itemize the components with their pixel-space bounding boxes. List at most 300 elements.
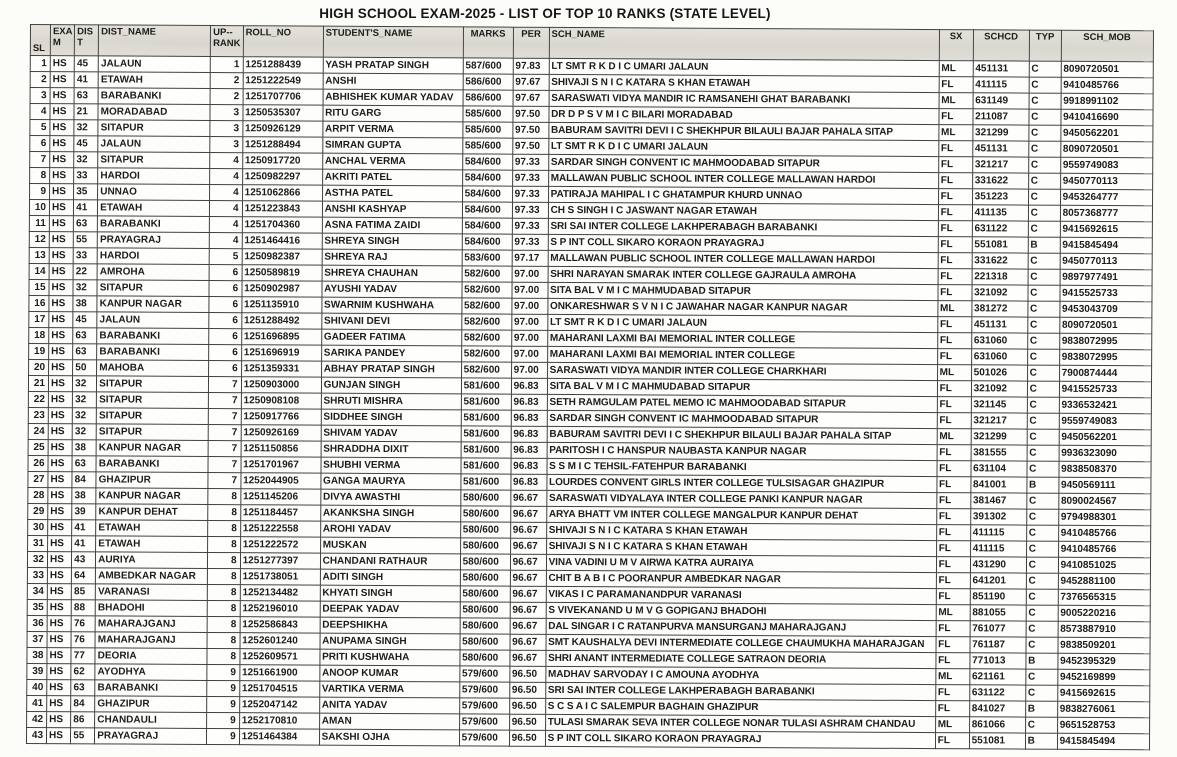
cell-sx: FL: [935, 685, 969, 701]
cell-marks: 581/600: [461, 458, 511, 474]
cell-student-name: SHUBHI VERMA: [321, 457, 461, 474]
cell-sch-mob: 8090720501: [1059, 317, 1151, 334]
cell-schcd: 381555: [971, 445, 1027, 461]
cell-up-rank: 7: [208, 457, 241, 473]
cell-up-rank: 4: [209, 233, 242, 249]
column-header-marks: MARKS: [463, 27, 513, 58]
cell-sx: ML: [937, 429, 971, 445]
cell-sch-name: ARYA BHATT VM INTER COLLEGE MANGALPUR KANPUR DEHAT: [546, 506, 936, 524]
cell-sl: 4: [30, 104, 50, 120]
cell-sch-name: MAHARANI LAXMI BAI MEMORIAL INTER COLLEGE: [547, 346, 937, 364]
cell-sx: FL: [936, 637, 970, 653]
cell-dist-code: 63: [71, 680, 95, 696]
cell-marks: 582/600: [461, 330, 511, 346]
cell-sl: 33: [27, 567, 47, 583]
cell-typ: C: [1026, 621, 1058, 637]
cell-sx: FL: [937, 349, 971, 365]
cell-student-name: ANITA YADAV: [319, 697, 459, 714]
cell-sl: 27: [28, 471, 48, 487]
cell-up-rank: 8: [207, 648, 240, 664]
cell-per: 97.33: [512, 170, 548, 186]
cell-student-name: CHANDANI RATHAUR: [320, 553, 460, 570]
cell-student-name: ANOOP KUMAR: [319, 665, 459, 682]
cell-exam: HS: [50, 120, 74, 136]
cell-dist-name: UNNAO: [98, 184, 210, 201]
cell-sl: 5: [30, 120, 50, 136]
cell-sch-mob: 9559749083: [1059, 413, 1151, 430]
cell-student-name: GADEER FATIMA: [321, 329, 461, 346]
cell-sch-mob: 9838276061: [1057, 701, 1149, 718]
cell-dist-name: HARDOI: [98, 168, 210, 185]
cell-marks: 585/600: [463, 106, 513, 122]
cell-roll-no: 1251288439: [243, 57, 323, 73]
cell-up-rank: 2: [210, 89, 243, 105]
cell-marks: 586/600: [463, 90, 513, 106]
cell-sch-name: SARASWATI VIDYA MANDIR IC RAMSANEHI GHAT BARABANKI: [549, 90, 939, 108]
cell-sch-mob: 9415692615: [1057, 685, 1149, 702]
cell-sl: 36: [27, 615, 47, 631]
cell-dist-name: PRAYAGRAJ: [97, 232, 209, 249]
cell-schcd: 331622: [972, 253, 1028, 269]
cell-sch-name: SRI SAI INTER COLLEGE LAKHPERABAGH BARABANKI: [545, 682, 935, 700]
cell-schcd: 841001: [971, 477, 1027, 493]
cell-up-rank: 6: [209, 361, 242, 377]
cell-dist-code: 62: [71, 664, 95, 680]
cell-typ: C: [1029, 77, 1061, 93]
cell-typ: C: [1028, 141, 1060, 157]
cell-per: 97.33: [512, 202, 548, 218]
cell-sch-mob: 8090024567: [1058, 493, 1150, 510]
cell-student-name: VARTIKA VERMA: [319, 681, 459, 698]
column-header-typ: TYP: [1029, 30, 1061, 61]
cell-up-rank: 4: [210, 217, 243, 233]
cell-dist-code: 32: [74, 120, 98, 136]
cell-student-name: ABHISHEK KUMAR YADAV: [323, 89, 463, 106]
cell-exam: HS: [47, 632, 71, 648]
cell-sl: 41: [27, 695, 47, 711]
cell-exam: HS: [49, 232, 73, 248]
cell-dist-name: SITAPUR: [98, 152, 210, 169]
cell-roll-no: 1251701967: [241, 457, 321, 473]
cell-per: 97.83: [513, 58, 549, 74]
cell-per: 97.33: [512, 218, 548, 234]
cell-sx: FL: [936, 541, 970, 557]
cell-sl: 28: [28, 487, 48, 503]
cell-sch-name: SHIVAJI S N I C KATARA S KHAN ETAWAH: [546, 538, 936, 556]
cell-sch-name: MADHAV SARVODAY I C AMOUNA AYODHYA: [545, 666, 935, 684]
cell-dist-name: HARDOI: [97, 248, 209, 265]
cell-student-name: PRITI KUSHWAHA: [320, 649, 460, 666]
cell-dist-name: SITAPUR: [97, 392, 209, 409]
cell-typ: C: [1027, 397, 1059, 413]
cell-dist-code: 32: [73, 392, 97, 408]
cell-per: 96.67: [510, 522, 546, 538]
cell-sx: FL: [938, 253, 972, 269]
cell-up-rank: 9: [207, 664, 240, 680]
cell-up-rank: 6: [209, 329, 242, 345]
cell-exam: HS: [46, 728, 70, 744]
cell-exam: HS: [49, 296, 73, 312]
cell-dist-code: 63: [74, 216, 98, 232]
cell-schcd: 411115: [970, 525, 1026, 541]
cell-sch-mob: 9450562201: [1060, 125, 1152, 142]
cell-per: 96.67: [510, 538, 546, 554]
cell-schcd: 551081: [972, 237, 1028, 253]
cell-roll-no: 1251135910: [242, 297, 322, 313]
cell-per: 97.50: [513, 106, 549, 122]
cell-student-name: SHIVAM YADAV: [321, 425, 461, 442]
cell-student-name: AKANKSHA SINGH: [320, 505, 460, 522]
cell-sx: FL: [938, 189, 972, 205]
cell-roll-no: 1251277397: [240, 553, 320, 569]
cell-dist-name: BARABANKI: [96, 456, 208, 473]
cell-sch-name: CHIT B A B I C POORANPUR AMBEDKAR NAGAR: [546, 570, 936, 588]
cell-marks: 580/600: [460, 554, 510, 570]
cell-sx: FL: [936, 573, 970, 589]
cell-sl: 37: [27, 631, 47, 647]
cell-student-name: SIDDHEE SINGH: [321, 409, 461, 426]
cell-sch-name: PARITOSH I C HANSPUR NAUBASTA KANPUR NAGAR: [547, 442, 937, 460]
cell-exam: HS: [47, 712, 71, 728]
cell-exam: HS: [49, 344, 73, 360]
cell-student-name: RITU GARG: [323, 105, 463, 122]
cell-roll-no: 1250902987: [242, 281, 322, 297]
cell-sch-mob: 9452881100: [1058, 573, 1150, 590]
cell-schcd: 631060: [971, 333, 1027, 349]
cell-sx: ML: [935, 669, 969, 685]
cell-exam: HS: [49, 200, 73, 216]
cell-sch-name: S P INT COLL SIKARO KORAON PRAYAGRAJ: [545, 730, 935, 748]
cell-sch-name: MAHARANI LAXMI BAI MEMORIAL INTER COLLEGE: [547, 330, 937, 348]
cell-sch-name: VIKAS I C PARAMANANDPUR VARANASI: [546, 586, 936, 604]
cell-exam: HS: [48, 456, 72, 472]
cell-sch-mob: 9452395329: [1058, 653, 1150, 670]
cell-up-rank: 3: [210, 121, 243, 137]
cell-sch-mob: 9336532421: [1059, 397, 1151, 414]
cell-typ: C: [1028, 221, 1060, 237]
cell-sch-name: BABURAM SAVITRI DEVI I C SHEKHPUR BILAULI BAJAR PAHALA SITAP: [547, 426, 937, 444]
cell-student-name: ASTHA PATEL: [322, 185, 462, 202]
cell-per: 96.50: [509, 682, 545, 698]
cell-per: 96.67: [510, 618, 546, 634]
cell-sch-mob: 9450770113: [1060, 253, 1152, 270]
cell-sl: 38: [27, 647, 47, 663]
cell-dist-name: CHANDAULI: [95, 712, 207, 729]
cell-sch-mob: 9450569111: [1059, 477, 1151, 494]
cell-marks: 580/600: [460, 618, 510, 634]
cell-schcd: 391302: [970, 509, 1026, 525]
cell-sch-mob: 9651528753: [1057, 717, 1149, 734]
cell-dist-code: 63: [72, 456, 96, 472]
cell-exam: HS: [50, 168, 74, 184]
cell-typ: C: [1026, 509, 1058, 525]
cell-student-name: ANSHI KASHYAP: [322, 201, 462, 218]
ranks-table: [26, 24, 1154, 750]
cell-up-rank: 4: [210, 201, 243, 217]
cell-dist-name: KANPUR NAGAR: [96, 440, 208, 457]
cell-marks: 586/600: [463, 74, 513, 90]
cell-exam: HS: [48, 408, 72, 424]
cell-schcd: 631122: [969, 685, 1025, 701]
cell-student-name: SHREYA RAJ: [322, 249, 462, 266]
cell-roll-no: 1250908108: [241, 393, 321, 409]
cell-roll-no: 1250982387: [242, 249, 322, 265]
cell-sx: FL: [939, 109, 973, 125]
cell-student-name: ABHAY PRATAP SINGH: [321, 361, 461, 378]
cell-typ: C: [1028, 253, 1060, 269]
cell-roll-no: 1251222558: [240, 521, 320, 537]
cell-schcd: 431290: [970, 557, 1026, 573]
cell-dist-code: 32: [74, 152, 98, 168]
cell-per: 97.33: [512, 154, 548, 170]
cell-per: 97.00: [512, 298, 548, 314]
cell-up-rank: 9: [207, 712, 240, 728]
cell-dist-code: 32: [73, 280, 97, 296]
cell-roll-no: 1252047142: [239, 697, 319, 713]
cell-dist-name: BARABANKI: [97, 344, 209, 361]
cell-per: 96.67: [510, 554, 546, 570]
cell-up-rank: 4: [210, 169, 243, 185]
cell-sl: 13: [29, 247, 49, 263]
cell-dist-code: 45: [73, 312, 97, 328]
cell-student-name: YASH PRATAP SINGH: [323, 57, 463, 74]
cell-roll-no: 1251707706: [243, 89, 323, 105]
cell-typ: C: [1028, 285, 1060, 301]
cell-up-rank: 7: [208, 425, 241, 441]
cell-marks: 580/600: [460, 634, 510, 650]
column-header-sl: SL: [30, 25, 50, 56]
cell-marks: 581/600: [461, 378, 511, 394]
cell-sx: FL: [935, 701, 969, 717]
cell-dist-code: 22: [73, 264, 97, 280]
cell-roll-no: 1251464416: [242, 233, 322, 249]
cell-dist-code: 55: [73, 232, 97, 248]
cell-sch-name: SARDAR SINGH CONVENT IC MAHMOODABAD SITAPUR: [548, 154, 938, 172]
cell-sch-name: SRI SAI INTER COLLEGE LAKHPERABAGH BARABANKI: [548, 218, 938, 236]
cell-marks: 580/600: [460, 586, 510, 602]
cell-marks: 580/600: [460, 538, 510, 554]
column-header-sx: SX: [939, 30, 973, 61]
cell-student-name: AKRITI PATEL: [322, 169, 462, 186]
cell-up-rank: 8: [208, 553, 241, 569]
cell-dist-code: 21: [74, 104, 98, 120]
cell-up-rank: 8: [207, 632, 240, 648]
cell-schcd: 761077: [970, 621, 1026, 637]
cell-schcd: 321217: [972, 157, 1028, 173]
cell-up-rank: 3: [210, 137, 243, 153]
cell-sch-mob: 9450770113: [1060, 173, 1152, 190]
cell-sx: FL: [937, 477, 971, 493]
cell-up-rank: 6: [209, 281, 242, 297]
cell-sx: ML: [938, 125, 972, 141]
cell-typ: B: [1028, 237, 1060, 253]
cell-sch-name: LT SMT R K D I C UMARI JALAUN: [549, 58, 939, 76]
cell-schcd: 221318: [972, 269, 1028, 285]
cell-roll-no: 1251704515: [239, 681, 319, 697]
cell-dist-code: 76: [71, 632, 95, 648]
cell-up-rank: 6: [209, 297, 242, 313]
cell-exam: HS: [49, 312, 73, 328]
cell-schcd: 861066: [969, 717, 1025, 733]
cell-sch-name: LOURDES CONVENT GIRLS INTER COLLEGE TULSISAGAR GHAZIPUR: [547, 474, 937, 492]
cell-exam: HS: [47, 648, 71, 664]
cell-sl: 42: [27, 711, 47, 727]
cell-typ: B: [1025, 701, 1057, 717]
column-header-exam: EXA M: [50, 25, 74, 56]
cell-typ: C: [1028, 125, 1060, 141]
cell-dist-code: 84: [71, 696, 95, 712]
cell-per: 96.67: [510, 570, 546, 586]
cell-dist-name: PRAYAGRAJ: [95, 728, 207, 745]
cell-marks: 579/600: [459, 666, 509, 682]
cell-marks: 579/600: [459, 682, 509, 698]
cell-per: 96.67: [510, 650, 546, 666]
cell-per: 96.50: [509, 714, 545, 730]
cell-sl: 35: [27, 599, 47, 615]
cell-per: 96.67: [510, 586, 546, 602]
cell-sx: FL: [938, 237, 972, 253]
cell-student-name: ANSHI: [323, 73, 463, 90]
cell-dist-name: BARABANKI: [95, 680, 207, 697]
cell-roll-no: 1252196010: [240, 601, 320, 617]
cell-sx: ML: [939, 61, 973, 77]
cell-student-name: SIMRAN GUPTA: [322, 137, 462, 154]
cell-dist-name: ETAWAH: [98, 72, 210, 89]
cell-up-rank: 8: [208, 537, 241, 553]
cell-typ: B: [1027, 477, 1059, 493]
cell-marks: 580/600: [460, 570, 510, 586]
cell-schcd: 321299: [971, 429, 1027, 445]
cell-exam: HS: [49, 360, 73, 376]
cell-sl: 10: [29, 200, 49, 216]
cell-sch-name: ONKARESHWAR S V N I C JAWAHAR NAGAR KANPUR NAGAR: [548, 298, 938, 316]
cell-student-name: ARPIT VERMA: [322, 121, 462, 138]
column-header-dist-code: DIS T: [75, 25, 99, 56]
cell-typ: C: [1026, 573, 1058, 589]
cell-marks: 582/600: [462, 266, 512, 282]
cell-dist-name: BARABANKI: [97, 328, 209, 345]
cell-sx: FL: [937, 461, 971, 477]
cell-per: 96.67: [510, 634, 546, 650]
cell-sx: FL: [937, 381, 971, 397]
cell-student-name: AROHI YADAV: [320, 521, 460, 538]
cell-up-rank: 9: [207, 680, 240, 696]
cell-sch-mob: 9918991102: [1061, 93, 1153, 110]
cell-typ: C: [1026, 525, 1058, 541]
cell-exam: HS: [48, 376, 72, 392]
cell-schcd: 381467: [970, 493, 1026, 509]
cell-sch-name: MALLAWAN PUBLIC SCHOOL INTER COLLEGE MALLAWAN HARDOI: [548, 250, 938, 268]
cell-sx: FL: [939, 77, 973, 93]
cell-schcd: 211087: [973, 109, 1029, 125]
cell-sch-mob: 7900874444: [1059, 365, 1151, 382]
cell-typ: C: [1027, 429, 1059, 445]
cell-sx: FL: [936, 493, 970, 509]
cell-up-rank: 8: [208, 489, 241, 505]
cell-schcd: 411115: [970, 541, 1026, 557]
cell-per: 97.17: [512, 250, 548, 266]
cell-marks: 581/600: [461, 474, 511, 490]
cell-exam: HS: [47, 664, 71, 680]
cell-exam: HS: [50, 88, 74, 104]
cell-sch-mob: 7376565315: [1058, 589, 1150, 606]
cell-marks: 581/600: [461, 410, 511, 426]
cell-dist-name: KANPUR NAGAR: [96, 488, 208, 505]
cell-sch-mob: 9936323090: [1059, 445, 1151, 462]
cell-sch-mob: 9838508370: [1059, 461, 1151, 478]
cell-marks: 580/600: [460, 490, 510, 506]
cell-student-name: SHREYA SINGH: [322, 233, 462, 250]
cell-sx: FL: [938, 269, 972, 285]
cell-dist-name: SITAPUR: [96, 424, 208, 441]
cell-sx: FL: [936, 621, 970, 637]
cell-exam: HS: [48, 424, 72, 440]
cell-exam: HS: [50, 72, 74, 88]
cell-student-name: ANCHAL VERMA: [322, 153, 462, 170]
cell-dist-name: VARANASI: [95, 584, 207, 601]
cell-dist-code: 77: [71, 648, 95, 664]
cell-sch-mob: 9410485766: [1058, 525, 1150, 542]
cell-sl: 8: [30, 168, 50, 184]
cell-sch-mob: 9453043709: [1060, 301, 1152, 318]
cell-typ: C: [1028, 301, 1060, 317]
ranks-table-container: [26, 24, 1154, 750]
cell-exam: HS: [50, 56, 74, 72]
cell-roll-no: 1250917720: [242, 153, 322, 169]
cell-sch-mob: 9559749083: [1060, 157, 1152, 174]
cell-marks: 582/600: [461, 362, 511, 378]
cell-typ: C: [1025, 717, 1057, 733]
cell-per: 96.83: [511, 474, 547, 490]
cell-sl: 17: [29, 311, 49, 327]
cell-dist-code: 41: [74, 72, 98, 88]
cell-sx: FL: [936, 525, 970, 541]
cell-student-name: DEEPSHIKHA: [320, 617, 460, 634]
cell-sch-mob: 9794988301: [1058, 509, 1150, 526]
cell-sl: 9: [30, 184, 50, 200]
cell-dist-code: 33: [73, 248, 97, 264]
cell-sl: 40: [27, 679, 47, 695]
cell-dist-name: DEORIA: [95, 648, 207, 665]
cell-schcd: 411115: [973, 77, 1029, 93]
cell-sch-name: LT SMT R K D I C UMARI JALAUN: [548, 138, 938, 156]
cell-schcd: 631060: [971, 349, 1027, 365]
cell-typ: C: [1026, 557, 1058, 573]
cell-marks: 581/600: [461, 394, 511, 410]
cell-sch-name: DAL SINGAR I C RATANPURVA MANSURGANJ MAHARAJGANJ: [546, 618, 936, 636]
cell-exam: HS: [50, 184, 74, 200]
cell-student-name: SHREYA CHAUHAN: [322, 265, 462, 282]
cell-per: 97.67: [513, 74, 549, 90]
cell-typ: C: [1027, 381, 1059, 397]
column-header-student-name: STUDENT'S_NAME: [323, 26, 463, 58]
cell-typ: C: [1027, 349, 1059, 365]
cell-exam: HS: [50, 152, 74, 168]
cell-sch-mob: 9415845494: [1060, 237, 1152, 254]
cell-exam: HS: [49, 328, 73, 344]
cell-sch-mob: 9410851025: [1058, 557, 1150, 574]
cell-sch-name: S VIVEKANAND U M V G GOPIGANJ BHADOHI: [546, 602, 936, 620]
cell-sl: 32: [27, 551, 47, 567]
cell-per: 97.33: [512, 186, 548, 202]
cell-sx: FL: [937, 333, 971, 349]
cell-dist-code: 63: [73, 328, 97, 344]
cell-student-name: SWARNIM KUSHWAHA: [322, 297, 462, 314]
cell-up-rank: 9: [207, 696, 240, 712]
cell-schcd: 761187: [970, 637, 1026, 653]
cell-schcd: 321299: [972, 125, 1028, 141]
cell-per: 96.83: [511, 426, 547, 442]
